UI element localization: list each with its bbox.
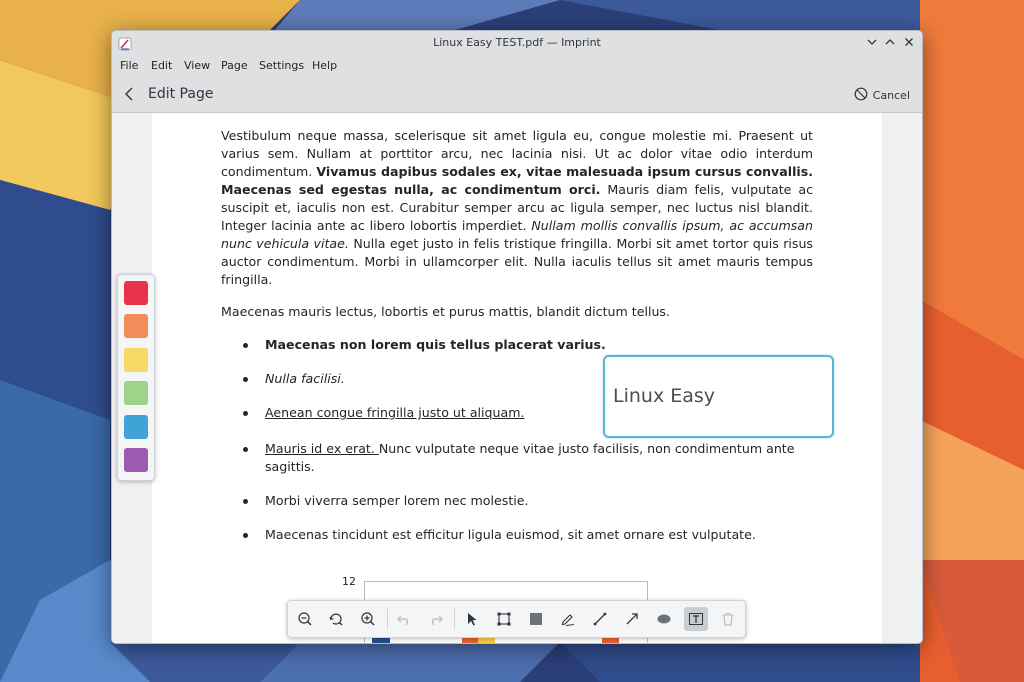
title-bar[interactable]: [112, 31, 922, 55]
paragraph-2: Maecenas mauris lectus, lobortis et purus mattis, blandit dictum tellus.: [221, 304, 670, 319]
cancel-label: Cancel: [872, 88, 910, 102]
zoom-out-button[interactable]: [293, 607, 317, 631]
menu-settings[interactable]: Settings: [259, 59, 305, 72]
zoom-fit-button[interactable]: [324, 607, 348, 631]
list-item-text: Nulla facilisi.: [265, 371, 345, 386]
menu-edit[interactable]: Edit: [151, 59, 173, 72]
back-arrow-icon[interactable]: [121, 84, 139, 104]
chart-bar: [462, 638, 478, 643]
select-tool-button[interactable]: [460, 607, 484, 631]
annotation-toolbar: [287, 600, 746, 638]
app-window: [111, 30, 923, 644]
list-item: [221, 526, 813, 544]
color-swatch-purple[interactable]: [124, 448, 148, 472]
annotation-text[interactable]: Linux Easy: [613, 385, 716, 407]
line-tool-button[interactable]: [588, 607, 612, 631]
paragraph-1-italic: Nullam mollis convallis ipsum, ac accumsan nunc vehicula vitae.: [221, 218, 814, 251]
paragraph-1-text-e: Nulla eget justo in felis tristique fringilla. Morbi sit amet tortor quis risus auctor condimentum. Morbi in ullamcorper elit. Nulla iaculis tellus sit amet mauris tempus fringilla.: [221, 236, 813, 287]
menu-help[interactable]: Help: [312, 59, 338, 72]
edit-page-header: [112, 77, 922, 113]
maximize-icon[interactable]: [882, 34, 898, 50]
delete-button[interactable]: [716, 607, 740, 631]
list-item-text: Aenean congue fringilla justo ut aliquam.: [265, 405, 525, 420]
menu-view[interactable]: View: [184, 59, 211, 72]
list-item: [221, 440, 813, 476]
window-title: Linux Easy TEST.pdf — Imprint: [433, 36, 601, 49]
page-title: Edit Page: [148, 86, 214, 102]
bullet-dot: [243, 499, 248, 504]
color-swatch-yellow[interactable]: [124, 348, 148, 372]
menu-file[interactable]: File: [120, 59, 139, 72]
text-annotation-box[interactable]: [603, 355, 834, 438]
color-swatch-red[interactable]: [124, 281, 148, 305]
freehand-tool-button[interactable]: [556, 607, 580, 631]
paragraph-1-text-c: Mauris diam felis, vulputate ac suscipit et, iaculis non est. Curabitur semper arcu ac ligula semper, nec luctus nisl blandit. Integer lacinia ante ac libero lobortis imperdiet.: [221, 182, 814, 233]
bullet-dot: [243, 377, 248, 382]
toolbar-separator: [454, 609, 455, 629]
close-icon[interactable]: [901, 34, 917, 50]
menu-page[interactable]: Page: [221, 59, 248, 72]
color-swatch-blue[interactable]: [124, 415, 148, 439]
list-item-text: Maecenas tincidunt est efficitur ligula euismod, sit amet ornare est vulputate.: [265, 527, 756, 542]
paragraph-1-text-a: Vestibulum neque massa, scelerisque sit amet ligula eu, congue molestie mi. Praesent ut varius sem. Nullam at porttitor arcu, nec lacinia nisi. Ut ac dolor vitae odio interdum condimentum.: [221, 128, 813, 179]
text-tool-button[interactable]: [684, 607, 708, 631]
bullet-dot: [243, 447, 248, 452]
color-swatch-orange[interactable]: [124, 314, 148, 338]
rectangle-tool-button[interactable]: [524, 607, 548, 631]
redo-button[interactable]: [424, 607, 448, 631]
color-palette: [117, 274, 155, 481]
cancel-icon: [854, 86, 868, 105]
list-item-text-underlined: Mauris id ex erat.: [265, 441, 379, 456]
undo-button[interactable]: [392, 607, 416, 631]
bullet-dot: [243, 343, 248, 348]
toolbar-separator: [387, 609, 388, 629]
menu-bar: [112, 55, 922, 77]
bullet-dot: [243, 533, 248, 538]
bullet-dot: [243, 411, 248, 416]
minimize-icon[interactable]: [864, 34, 880, 50]
chart-bar: [372, 638, 390, 643]
list-item: [221, 336, 813, 354]
list-item: [221, 492, 813, 510]
list-item-text: Morbi viverra semper lorem nec molestie.: [265, 493, 529, 508]
list-item-text: Maecenas non lorem quis tellus placerat varius.: [265, 337, 606, 352]
chart-bar: [602, 638, 619, 643]
color-swatch-green[interactable]: [124, 381, 148, 405]
paragraph-1-bold: Vivamus dapibus sodales ex, vitae malesuada ipsum cursus convallis. Maecenas sed egestas nulla, ac condimentum orci.: [221, 164, 813, 197]
ellipse-tool-button[interactable]: [652, 607, 676, 631]
chart-y-tick: 12: [342, 575, 356, 588]
arrow-tool-button[interactable]: [620, 607, 644, 631]
paragraph-1: [221, 127, 813, 289]
zoom-in-button[interactable]: [356, 607, 380, 631]
cancel-button[interactable]: [854, 86, 910, 104]
list-item-text: Nunc vulputate neque vitae justo facilisis, non condimentum ante sagittis.: [265, 441, 795, 474]
crop-tool-button[interactable]: [492, 607, 516, 631]
chart-bar: [478, 638, 495, 643]
